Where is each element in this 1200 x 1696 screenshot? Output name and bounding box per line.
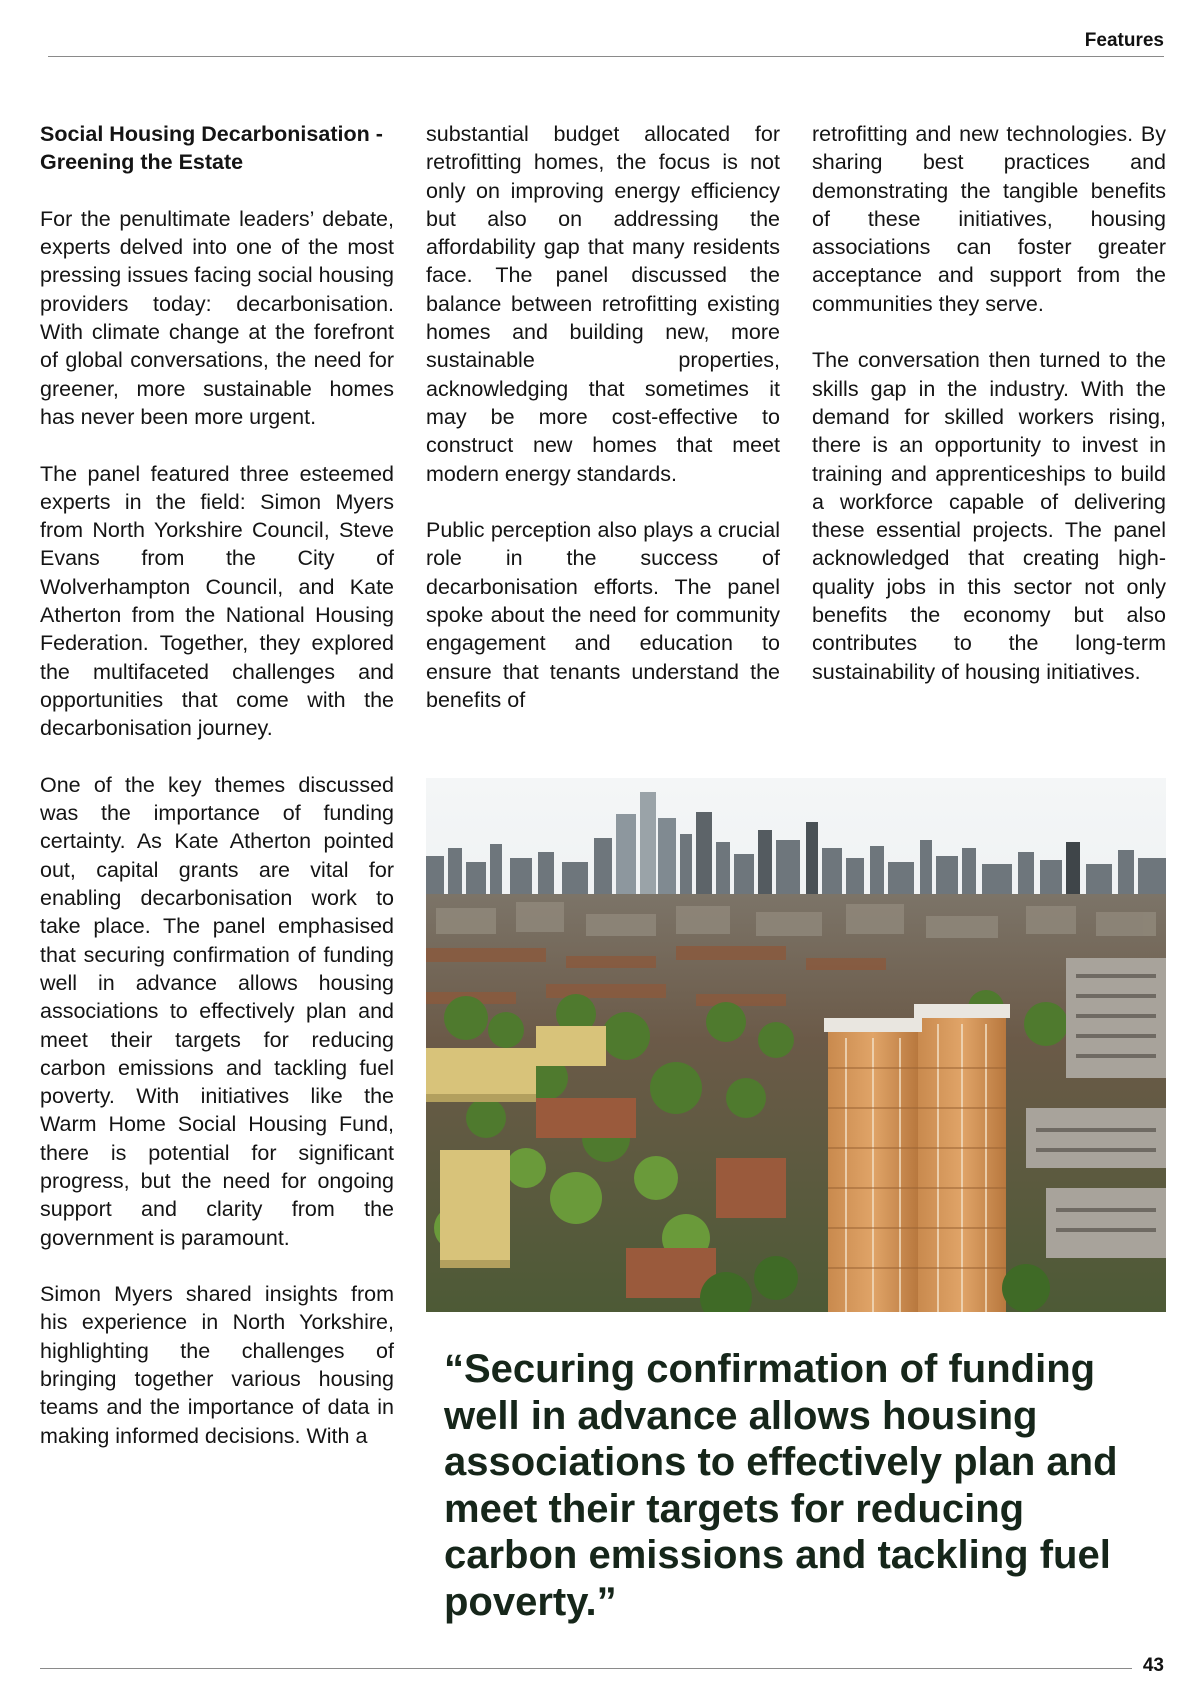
paragraph: For the penultimate leaders’ debate, experts delved into one of the most pressing issues facing social housing providers today: decarbonisation. With climate change at the forefront of global conversations, the need for greener, more sustainable homes has never been more urgent. bbox=[40, 206, 394, 429]
paragraph: The panel featured three esteemed experts in the field: Simon Myers from North Yorkshire Council, Steve Evans from the City of Wolverhampton Council, and Kate Atherton from the National Housing Federation. Together, they explored the multifaceted challenges and opportunities that come with the decarbonisation journey. bbox=[40, 461, 394, 741]
article-heading: Social Housing Decarbonisation - Greening the Estate bbox=[40, 122, 383, 175]
paragraph: retrofitting and new technologies. By sharing best practices and demonstrating the tangible benefits of these initiatives, housing associations can foster greater acceptance and support from the communities they serve. bbox=[812, 122, 1166, 316]
paragraph: One of the key themes discussed was the importance of funding certainty. As Kate Atherton pointed out, capital grants are vital for enabling decarbonisation work to take place. The panel emphasised that securing confirmation of funding well in advance allows housing associations to effectively plan and meet their targets for reducing carbon emissions and tackling fuel poverty. With initiatives like the Warm Home Social Housing Fund, there is potential for significant progress, but the need for ongoing support and clarity from the government is paramount. bbox=[40, 772, 394, 1250]
paragraph: Public perception also plays a crucial role in the success of decarbonisation efforts. The panel spoke about the need for community engagement and education to ensure that tenants understand the benefits of bbox=[426, 518, 780, 712]
footer-divider bbox=[40, 1668, 1132, 1669]
page-number: 43 bbox=[1142, 1655, 1164, 1676]
paragraph: The conversation then turned to the skills gap in the industry. With the demand for skilled workers rising, there is an opportunity to invest in training and apprenticeships to build a workforce capable of delivering these essential projects. The panel acknowledged that creating high-quality jobs in this sector not only benefits the economy but also contributes to the long-term sustainability of housing initiatives. bbox=[812, 348, 1166, 684]
pull-quote: “Securing confirmation of funding well in advance allows housing associations to effectively plan and meet their targets for reducing carbon emissions and tackling fuel poverty.” bbox=[444, 1347, 1118, 1624]
section-label: Features bbox=[1084, 30, 1164, 51]
article-column-1 bbox=[40, 120, 394, 1450]
paragraph: substantial budget allocated for retrofitting homes, the focus is not only on improving energy efficiency but also on addressing the affordability gap that many residents face. The panel discussed the balance between retrofitting existing homes and building new, more sustainable properties, acknowledging that sometimes it may be more cost-effective to construct new homes that meet modern energy standards. bbox=[426, 122, 780, 486]
paragraph: Simon Myers shared insights from his experience in North Yorkshire, highlighting the challenges of bringing together various housing teams and the importance of data in making informed decisions. With a bbox=[40, 1282, 394, 1448]
city-estate-photo bbox=[426, 778, 1166, 1312]
header-divider bbox=[48, 56, 1164, 57]
article-column-3 bbox=[812, 120, 1166, 686]
article-column-2 bbox=[426, 120, 780, 714]
